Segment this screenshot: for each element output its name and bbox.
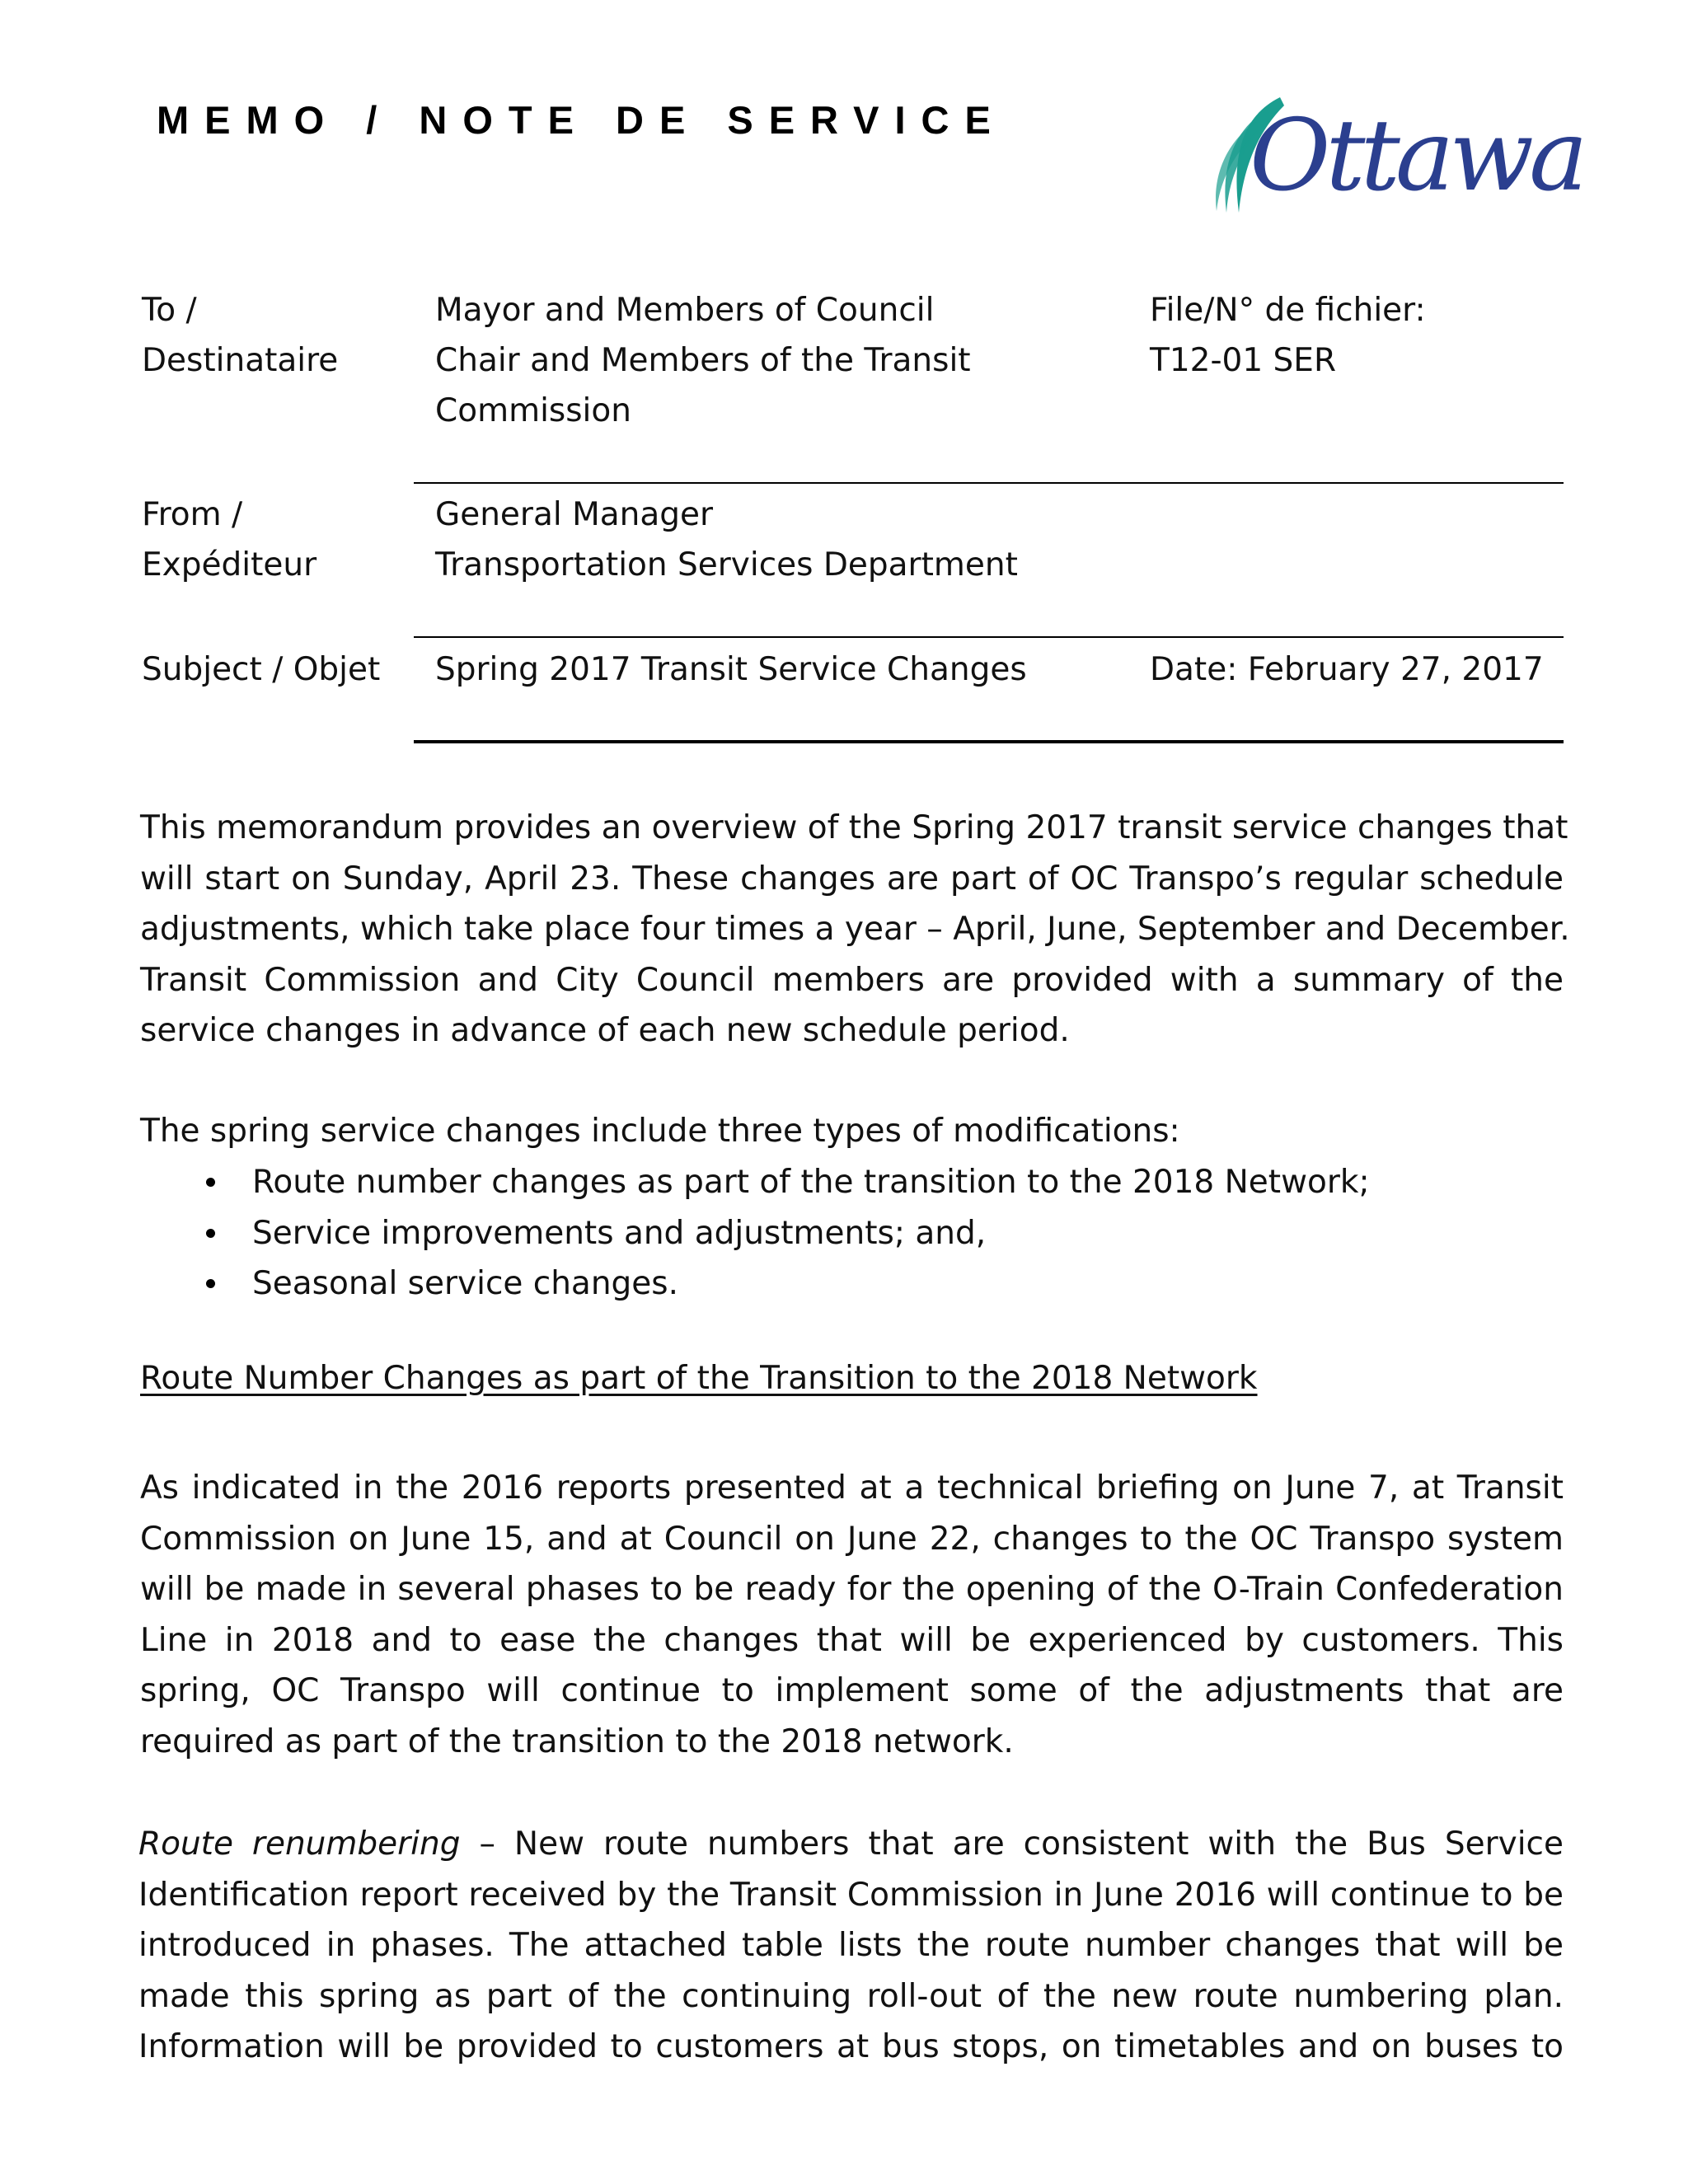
subject-value: Spring 2017 Transit Service Changes (435, 651, 1027, 688)
ottawa-logo-text: Ottawa (1250, 99, 1583, 213)
from-label: From / Expéditeur (142, 496, 317, 583)
from-value: General Manager Transportation Services Department (435, 496, 1018, 583)
renumbering-lead: Route renumbering (138, 1825, 461, 1863)
divider-thick (414, 740, 1564, 743)
bullet-icon (206, 1279, 215, 1288)
bullet-icon (206, 1229, 215, 1238)
list-item: Service improvements and adjustments; and, (206, 1208, 1370, 1259)
section-heading: Route Number Changes as part of the Transition to the 2018 Network (140, 1360, 1258, 1397)
bullet-icon (206, 1178, 215, 1187)
paragraph-modifications-intro: The spring service changes include three types of modifications: (140, 1113, 1180, 1150)
to-label: To / Destinataire (142, 292, 339, 379)
subject-label: Subject / Objet (142, 651, 381, 688)
ottawa-logo (1202, 89, 1583, 246)
list-item: Seasonal service changes. (206, 1258, 1370, 1310)
list-item: Route number changes as part of the transition to the 2018 Network; (206, 1157, 1370, 1208)
file-number: File/N° de fichier: T12-01 SER (1150, 292, 1426, 379)
modifications-list (206, 1157, 1370, 1310)
paragraph-renumbering: Route renumbering – New route numbers that are consistent with the Bus Service Identification report received by the Transit Commission in June 2016 will continue to be introduced in phases. The attached table lists the route number changes that will be made this spring as part of the continuing roll-out of the new route numbering plan. Information will be provided to customers at bus stops, on timetables and on buses to (138, 1825, 1564, 2065)
divider (414, 636, 1564, 638)
memo-date: Date: February 27, 2017 (1150, 651, 1544, 688)
paragraph-overview: This memorandum provides an overview of the Spring 2017 transit service changes that will start on Sunday, April 23. These changes are part of OC Transpo’s regular schedule adjustments, which take place four times a year – April, June, September and December. Transit Commission and City Council members are provided with a summary of the service changes in advance of each new schedule period. (140, 809, 1570, 1049)
paragraph-transition: As indicated in the 2016 reports presented at a technical briefing on June 7, at Transit Commission on June 15, and at Council on June 22, changes to the OC Transpo system will be made in several phases to be ready for the opening of the O-Train Confederation Line in 2018 and to ease the changes that will be experienced by customers. This spring, OC Transpo will continue to implement some of the adjustments that are required as part of the transition to the 2018 network. (140, 1469, 1564, 1760)
to-value: Mayor and Members of Council Chair and Members of the Transit Commission (435, 292, 971, 429)
memo-title: MEMO / NOTE DE SERVICE (157, 98, 1006, 142)
divider (414, 482, 1564, 484)
